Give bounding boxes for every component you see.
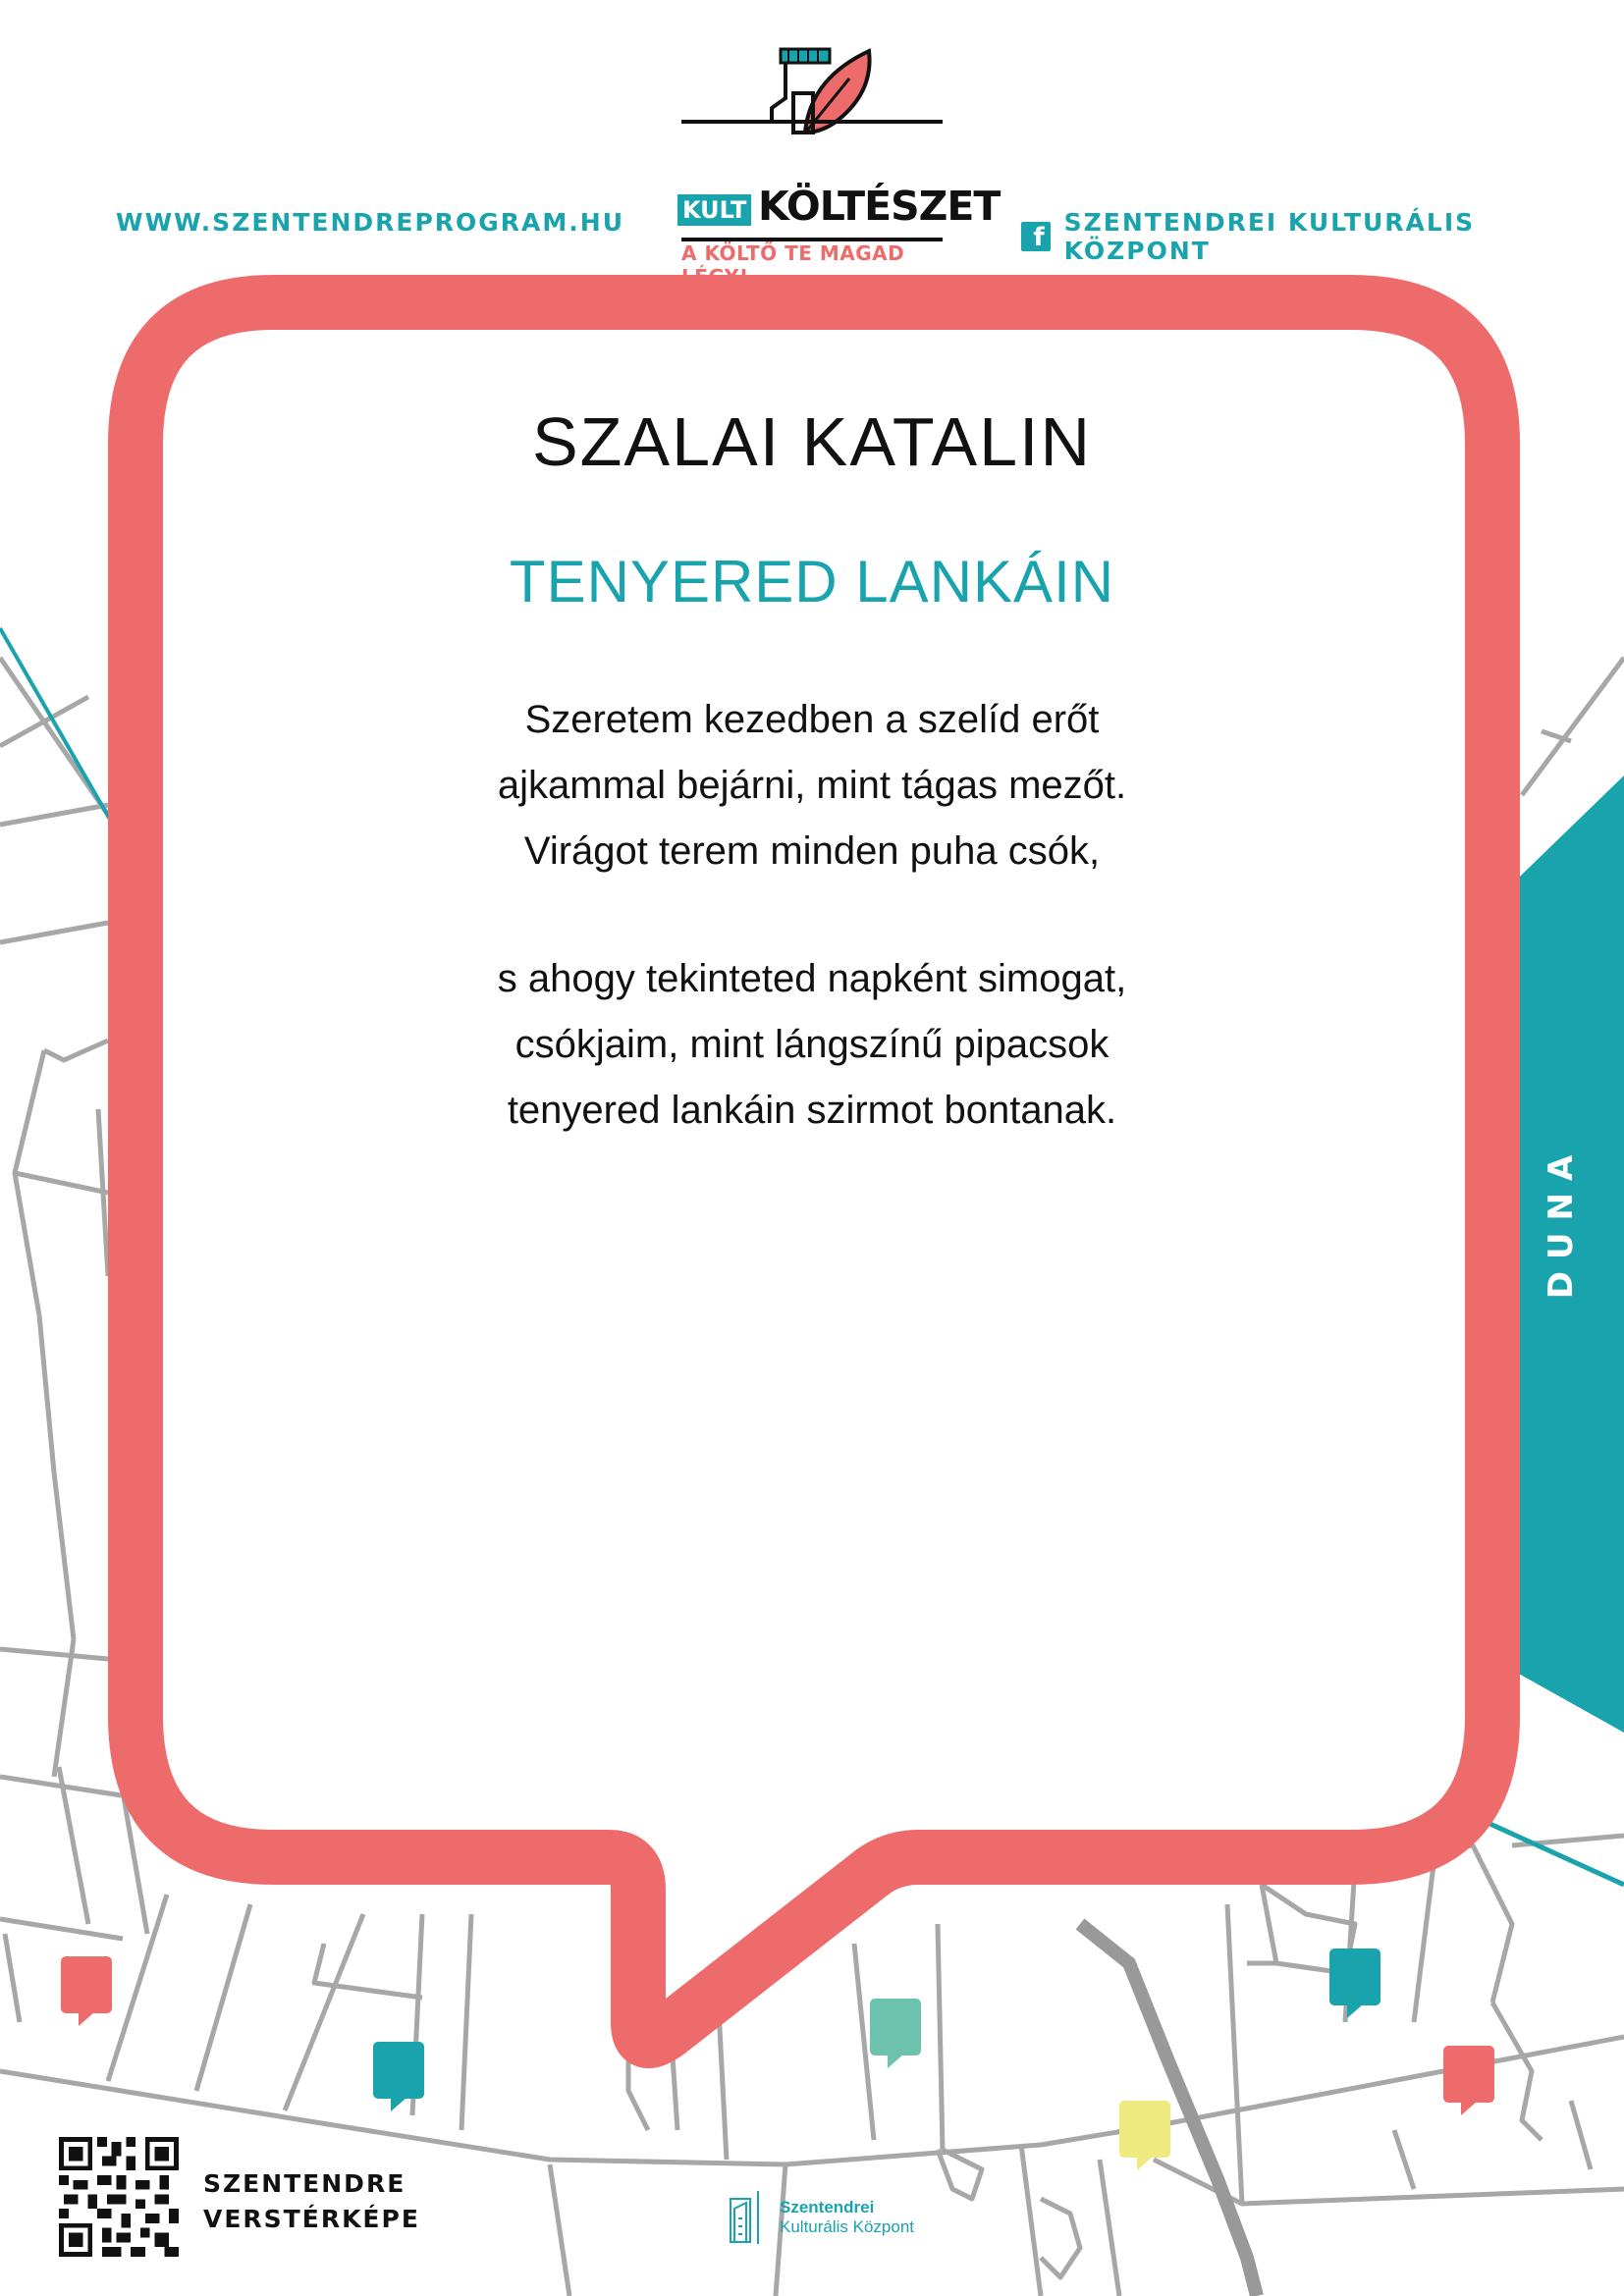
map-pin-green[interactable]	[870, 1999, 921, 2068]
map-pin-coral-right[interactable]	[1443, 2046, 1494, 2115]
facebook-link[interactable]	[1021, 208, 1624, 265]
poem-line: Szeretem kezedben a szelíd erőt	[524, 698, 1100, 741]
qr-code[interactable]	[59, 2137, 179, 2257]
map-pin-coral-left[interactable]	[61, 1956, 112, 2026]
verstkep-line2: VERSTÉRKÉPE	[203, 2205, 420, 2233]
poem-stanza	[0, 687, 1624, 884]
poet-quill-icon	[677, 39, 943, 157]
kult-kolteszet-logo	[677, 39, 1001, 289]
river-label: DUNA	[1542, 1143, 1581, 1300]
poem-line: ajkammal bejárni, mint tágas mezőt.	[497, 764, 1127, 807]
poem-line: s ahogy tekinteted napként simogat,	[497, 957, 1127, 1000]
website-link[interactable]: WWW.SZENTENDREPROGRAM.HU	[116, 208, 624, 237]
facebook-icon: f	[1021, 222, 1051, 251]
logo-name: KÖLTÉSZET	[758, 183, 1001, 230]
map-pin-teal-left[interactable]	[373, 2042, 424, 2111]
poem-author: SZALAI KATALIN	[531, 403, 1093, 480]
logo-tagline: A KÖLTŐ TE MAGAD LÉGY!	[681, 241, 905, 289]
poem-line: tenyered lankáin szirmot bontanak.	[507, 1089, 1117, 1132]
verstkep-line1: SZENTENDRE	[203, 2169, 406, 2198]
poem-line: Virágot terem minden puha csók,	[523, 829, 1101, 873]
facebook-label: SZENTENDREI KULTURÁLIS KÖZPONT	[1063, 208, 1476, 265]
skk-footer-logo	[729, 2189, 914, 2246]
logo-kult-label: KULT	[677, 194, 751, 226]
map-pin-yellow[interactable]	[1119, 2101, 1170, 2170]
poem-text	[0, 687, 1624, 1205]
poem-title: TENYERED LANKÁIN	[509, 549, 1115, 614]
skk-name-line2: Kulturális Központ	[780, 2217, 915, 2236]
map-pin-teal-right[interactable]	[1329, 1949, 1380, 2018]
poem-stanza	[0, 946, 1624, 1144]
verstkep-label	[203, 2166, 420, 2237]
skk-logo-icon	[729, 2189, 766, 2246]
skk-name-line1: Szentendrei	[780, 2198, 875, 2216]
poem-line: csókjaim, mint lángszínű pipacsok	[514, 1023, 1110, 1066]
